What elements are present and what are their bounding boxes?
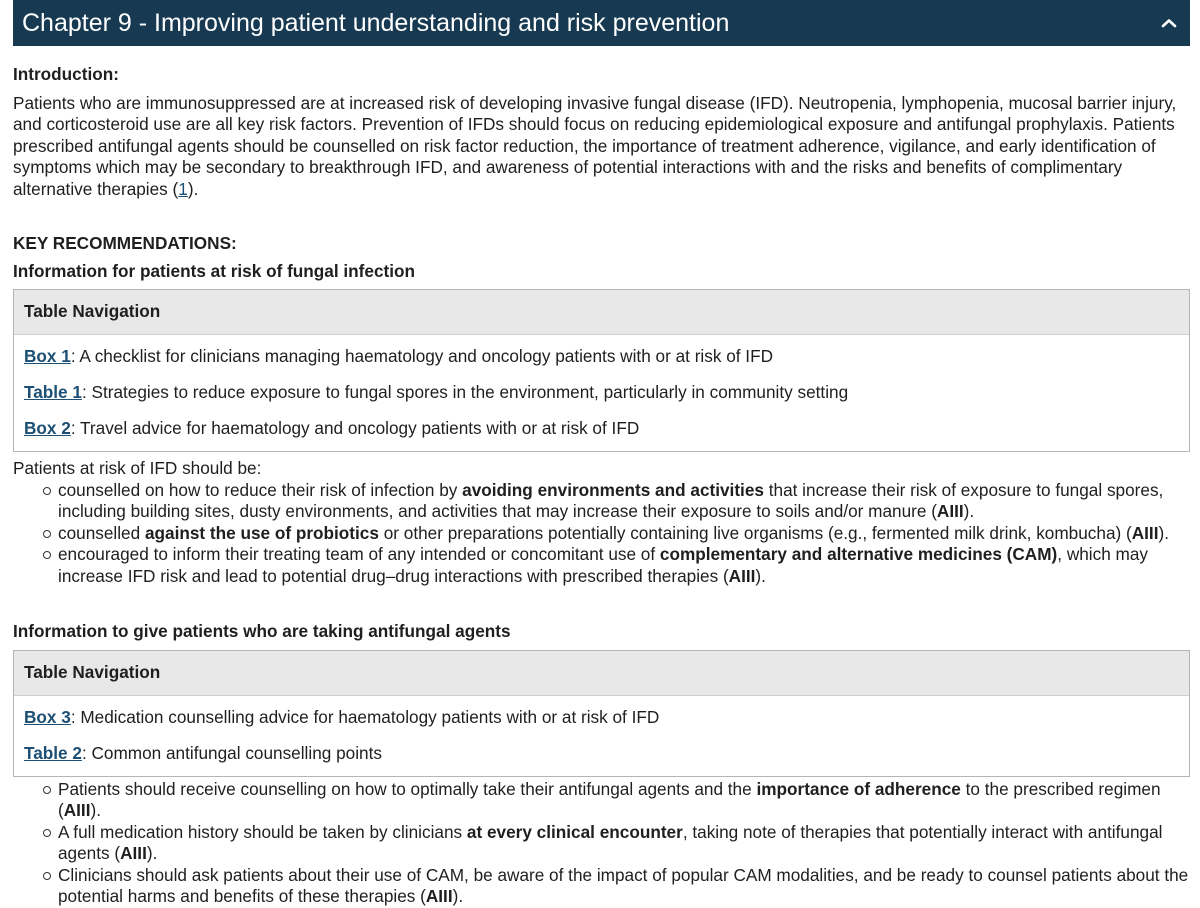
- section-heading-at-risk: Information for patients at risk of fungal infection: [13, 260, 416, 281]
- box-3-link[interactable]: Box 3: [24, 706, 71, 727]
- emphasis: importance of adherence: [756, 778, 961, 799]
- evidence-grade: AIII: [936, 501, 964, 521]
- text: A full medication history should be taken by clinicians: [58, 821, 467, 842]
- list-item: [58, 822, 1190, 865]
- chapter-header[interactable]: [13, 0, 1190, 46]
- at-risk-bullet-list: [13, 480, 1190, 588]
- text: ).: [1158, 522, 1169, 543]
- list-item: [58, 865, 1190, 908]
- text: to the prescribed regimen (: [58, 778, 1161, 820]
- at-risk-lead: Patients at risk of IFD should be:: [13, 458, 262, 478]
- evidence-grade: AIII: [425, 886, 453, 906]
- emphasis: avoiding environments and activities: [462, 479, 764, 500]
- nav-row-text: : A checklist for clinicians managing haematology and oncology patients with or at risk of IFD: [70, 346, 773, 367]
- table-navigation-2: [13, 650, 1190, 777]
- table-2-link[interactable]: Table 2: [24, 742, 82, 763]
- reference-link-1[interactable]: 1: [178, 178, 188, 199]
- text: ).: [452, 886, 464, 906]
- list-item: [58, 480, 1190, 523]
- table-navigation-1: [13, 289, 1190, 452]
- table-1-link[interactable]: Table 1: [24, 382, 82, 403]
- intro-heading: Introduction:: [13, 64, 119, 84]
- chapter-title: Chapter 9 - Improving patient understanding and risk prevention: [22, 9, 730, 37]
- table-navigation-header: Table Navigation: [14, 651, 1189, 696]
- text: encouraged to inform their treating team of any intended or concomitant use of: [58, 544, 660, 564]
- nav-row-text: : Strategies to reduce exposure to fungal spores in the environment, particularly in community setting: [81, 382, 849, 403]
- antifungal-bullet-list: [13, 779, 1190, 908]
- evidence-grade: AIII: [728, 565, 756, 586]
- list-item: [58, 779, 1190, 822]
- chapter-content: [13, 64, 1190, 908]
- text: , which may increase IFD risk and lead to potential drug–drug interactions with prescribed therapies (: [58, 544, 1149, 586]
- text: ).: [755, 565, 766, 586]
- intro-paragraph: [13, 93, 1190, 201]
- nav-row-box-1: [14, 339, 1189, 375]
- text: , taking note of therapies that potentially interact with antifungal agents (: [58, 821, 1163, 863]
- intro-text: Patients who are immunosuppressed are at increased risk of developing invasive fungal disease (IFD). Neutropenia, lymphopenia, mucosal barrier injury, and corticosteroid use are all key risk factors. Prevention of IFDs should focus on reducing epidemiological exposure and antifungal prophylaxis. Patients prescribed antifungal agents should be counselled on risk factor reduction, the importance of treatment adherence, vigilance, and early identification of symptoms which may be secondary to breakthrough IFD, and awareness of potential interactions with and the risks and benefits of complimentary alternative therapies (: [13, 92, 1177, 199]
- box-1-link[interactable]: Box 1: [24, 346, 71, 367]
- nav-row-text: : Travel advice for haematology and oncology patients with or at risk of IFD: [70, 418, 640, 439]
- table-navigation-header: Table Navigation: [14, 290, 1189, 335]
- list-item: [58, 544, 1190, 587]
- text: Clinicians should ask patients about their use of CAM, be aware of the impact of popular CAM modalities, and be ready to counsel patients about the potential harms and benefits of these therapies (: [58, 864, 1189, 906]
- text: ).: [963, 501, 975, 521]
- text: or other preparations potentially containing live organisms (e.g., fermented milk drink, kombucha) (: [378, 522, 1132, 543]
- intro-text-end: ).: [187, 178, 199, 199]
- evidence-grade: AIII: [1131, 522, 1159, 543]
- evidence-grade: AIII: [120, 843, 147, 863]
- list-item: [58, 523, 1190, 545]
- text: ).: [90, 800, 101, 820]
- emphasis: complementary and alternative medicines (CAM): [659, 544, 1058, 564]
- text: Patients should receive counselling on how to optimally take their antifungal agents and the: [58, 778, 757, 799]
- emphasis: against the use of probiotics: [144, 522, 379, 543]
- evidence-grade: AIII: [63, 800, 91, 820]
- nav-row-text: : Common antifungal counselling points: [81, 742, 382, 763]
- box-2-link[interactable]: Box 2: [24, 418, 71, 439]
- text: that increase their risk of exposure to fungal spores, including building sites, dusty environments, and activities that may increase their exposure to soils and/or manure (: [58, 479, 1164, 521]
- chevron-up-icon[interactable]: [1148, 0, 1190, 46]
- key-recommendations-heading: KEY RECOMMENDATIONS:: [13, 233, 237, 253]
- text: counselled: [58, 522, 145, 543]
- text: ).: [146, 843, 158, 863]
- text: counselled on how to reduce their risk of infection by: [58, 479, 463, 500]
- nav-row-table-1: [14, 375, 1189, 411]
- nav-row-text: : Medication counselling advice for haematology patients with or at risk of IFD: [70, 706, 660, 727]
- section-heading-taking-antifungals: Information to give patients who are taking antifungal agents: [13, 621, 511, 641]
- emphasis: at every clinical encounter: [466, 821, 683, 842]
- nav-row-box-3: [14, 700, 1189, 736]
- nav-row-box-2: [14, 411, 1189, 447]
- nav-row-table-2: [14, 736, 1189, 772]
